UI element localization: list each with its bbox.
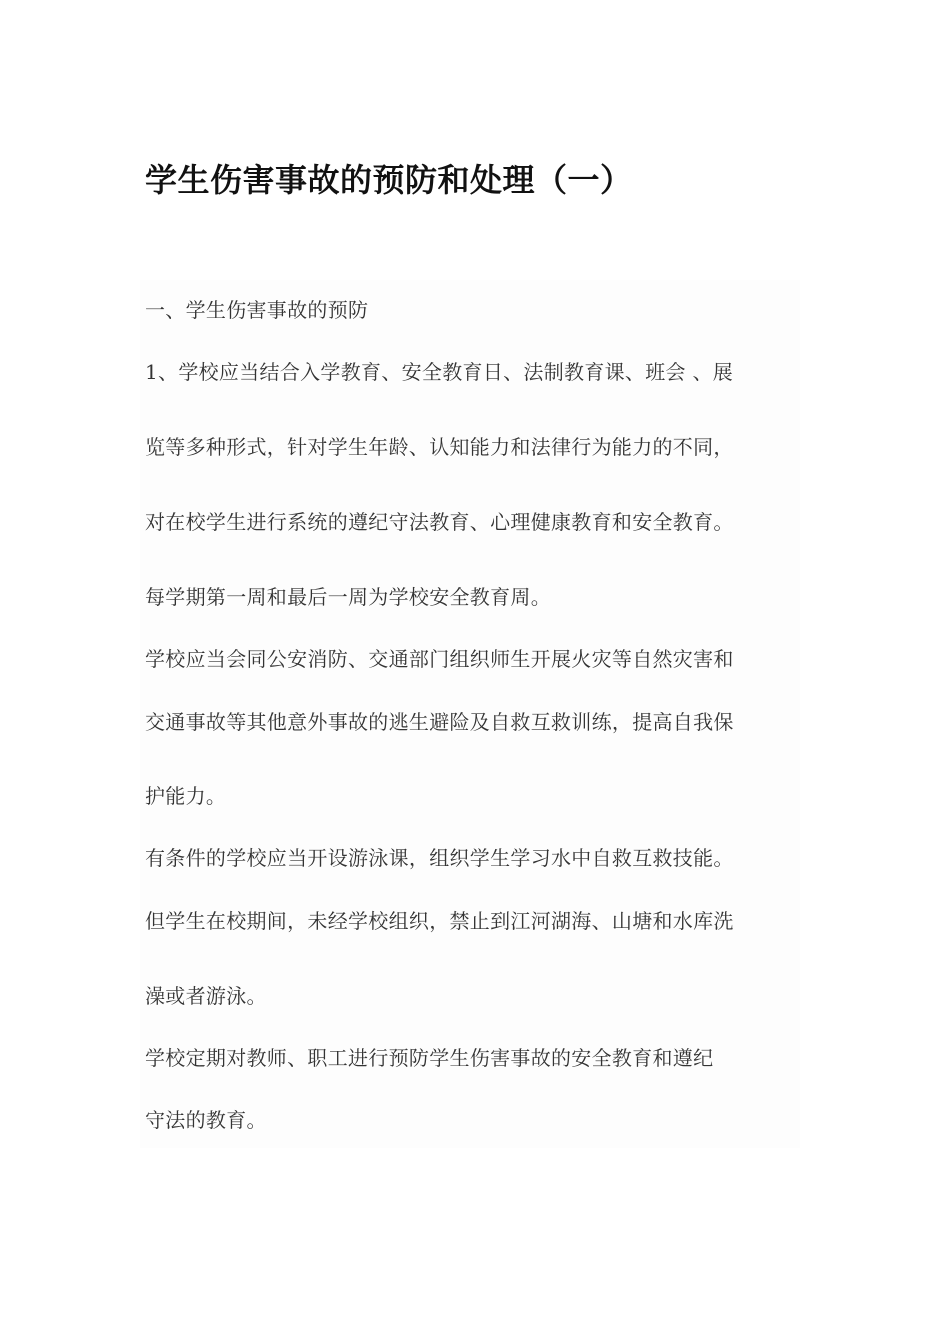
paragraph-line: 1、学校应当结合入学教育、安全教育日、法制教育课、班会 、展 [145,360,734,384]
paragraph-line: 守法的教育。 [145,1108,267,1132]
paragraph-line: 有条件的学校应当开设游泳课，组织学生学习水中自救互救技能。 [145,846,734,870]
document-title: 学生伤害事故的预防和处理（一） [145,161,633,199]
paragraph-line: 澡或者游泳。 [145,984,267,1008]
paragraph-line: 学校应当会同公安消防、交通部门组织师生开展火灾等自然灾害和 [145,647,734,671]
paragraph-line: 对在校学生进行系统的遵纪守法教育、心理健康教育和安全教育。 [145,510,734,534]
paragraph-line: 交通事故等其他意外事故的逃生避险及自救互救训练，提高自我保 [145,710,734,734]
paragraph-line: 览等多种形式，针对学生年龄、认知能力和法律行为能力的不同， [145,435,734,459]
paragraph-line: 但学生在校期间，未经学校组织，禁止到江河湖海、山塘和水库洗 [145,909,734,933]
paragraph-line: 每学期第一周和最后一周为学校安全教育周。 [145,585,551,609]
paragraph-line: 护能力。 [145,784,227,808]
section-heading: 一、学生伤害事故的预防 [145,298,369,322]
paragraph-line: 学校定期对教师、职工进行预防学生伤害事故的安全教育和遵纪 [145,1046,714,1070]
